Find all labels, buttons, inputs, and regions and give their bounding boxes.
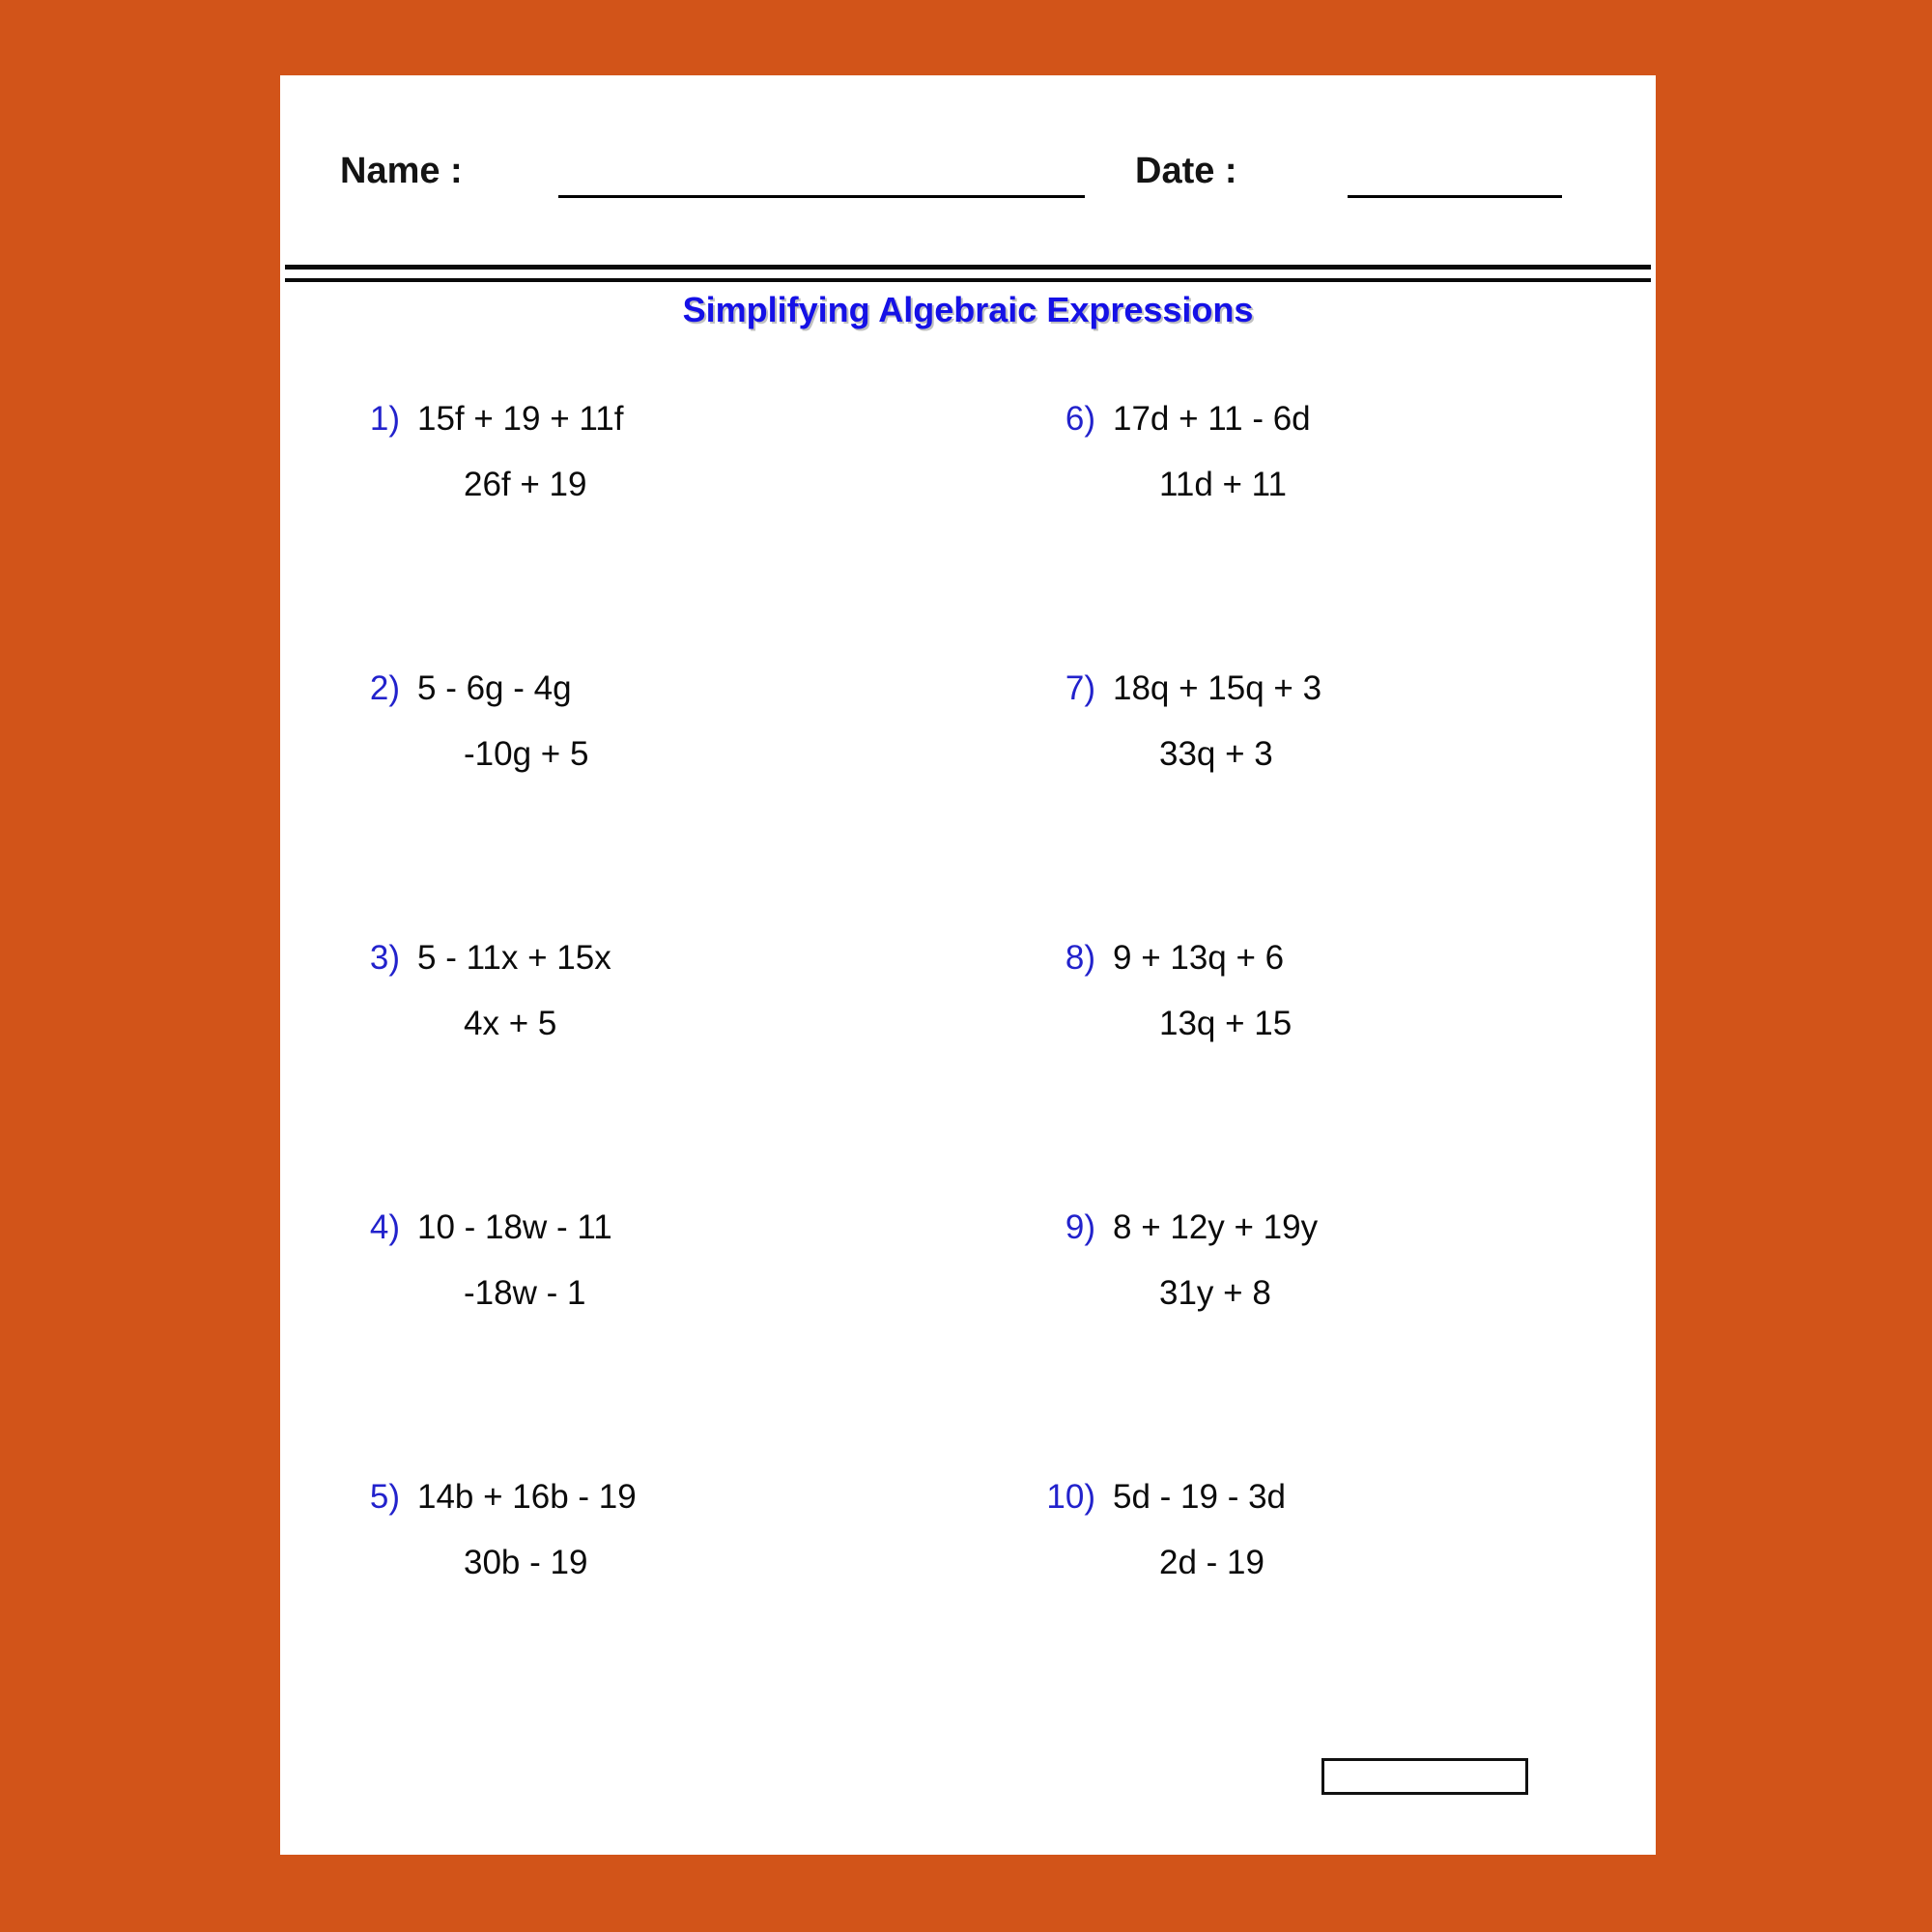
problem-expression: 18q + 15q + 3 bbox=[1113, 669, 1322, 707]
problem-expression: 9 + 13q + 6 bbox=[1113, 939, 1285, 977]
problem-item bbox=[1034, 400, 1613, 669]
problem-answer: 33q + 3 bbox=[1159, 735, 1273, 774]
date-underline bbox=[1348, 195, 1562, 198]
problem-number: 2) bbox=[369, 669, 400, 707]
problem-number: 3) bbox=[369, 939, 400, 977]
problem-number: 10) bbox=[1046, 1478, 1095, 1516]
problem-answer: -10g + 5 bbox=[464, 735, 589, 774]
problem-expression: 5 - 11x + 15x bbox=[417, 939, 611, 977]
problems-left-column bbox=[338, 400, 956, 1747]
worksheet-title: Simplifying Algebraic Expressions bbox=[682, 290, 1254, 329]
date-label: Date : bbox=[1135, 151, 1237, 191]
problem-expression: 17d + 11 - 6d bbox=[1113, 400, 1311, 438]
name-label: Name : bbox=[340, 151, 463, 191]
problem-number: 7) bbox=[1065, 669, 1095, 707]
worksheet-page bbox=[280, 75, 1656, 1855]
problem-item bbox=[1034, 939, 1613, 1208]
problem-item bbox=[338, 1478, 956, 1747]
problem-answer: 31y + 8 bbox=[1159, 1274, 1271, 1313]
blank-answer-box bbox=[1321, 1758, 1528, 1795]
problem-item bbox=[338, 1208, 956, 1478]
name-underline bbox=[558, 195, 1085, 198]
problem-item bbox=[1034, 669, 1613, 939]
problem-answer: 11d + 11 bbox=[1159, 466, 1288, 504]
problem-expression: 5d - 19 - 3d bbox=[1113, 1478, 1286, 1516]
problem-answer: 4x + 5 bbox=[464, 1005, 557, 1043]
problem-expression: 15f + 19 + 11f bbox=[417, 400, 624, 438]
worksheet-header bbox=[280, 151, 1656, 228]
problem-answer: -18w - 1 bbox=[464, 1274, 586, 1313]
problem-expression: 10 - 18w - 11 bbox=[417, 1208, 612, 1246]
divider-rule bbox=[285, 265, 1651, 282]
problem-number: 8) bbox=[1065, 939, 1095, 977]
problem-item bbox=[338, 939, 956, 1208]
problem-number: 4) bbox=[369, 1208, 400, 1246]
problem-answer: 2d - 19 bbox=[1159, 1544, 1264, 1582]
problem-expression: 8 + 12y + 19y bbox=[1113, 1208, 1319, 1246]
problem-item bbox=[338, 669, 956, 939]
problem-expression: 5 - 6g - 4g bbox=[417, 669, 572, 707]
problem-expression: 14b + 16b - 19 bbox=[417, 1478, 637, 1516]
problem-item bbox=[338, 400, 956, 669]
problem-item bbox=[1034, 1478, 1613, 1747]
problem-number: 6) bbox=[1065, 400, 1095, 438]
problem-number: 1) bbox=[369, 400, 400, 438]
problem-number: 5) bbox=[369, 1478, 400, 1516]
problem-item bbox=[1034, 1208, 1613, 1478]
problem-answer: 26f + 19 bbox=[464, 466, 587, 504]
problem-answer: 30b - 19 bbox=[464, 1544, 588, 1582]
problems-right-column bbox=[1034, 400, 1613, 1747]
problem-number: 9) bbox=[1065, 1208, 1095, 1246]
problem-answer: 13q + 15 bbox=[1159, 1005, 1293, 1043]
